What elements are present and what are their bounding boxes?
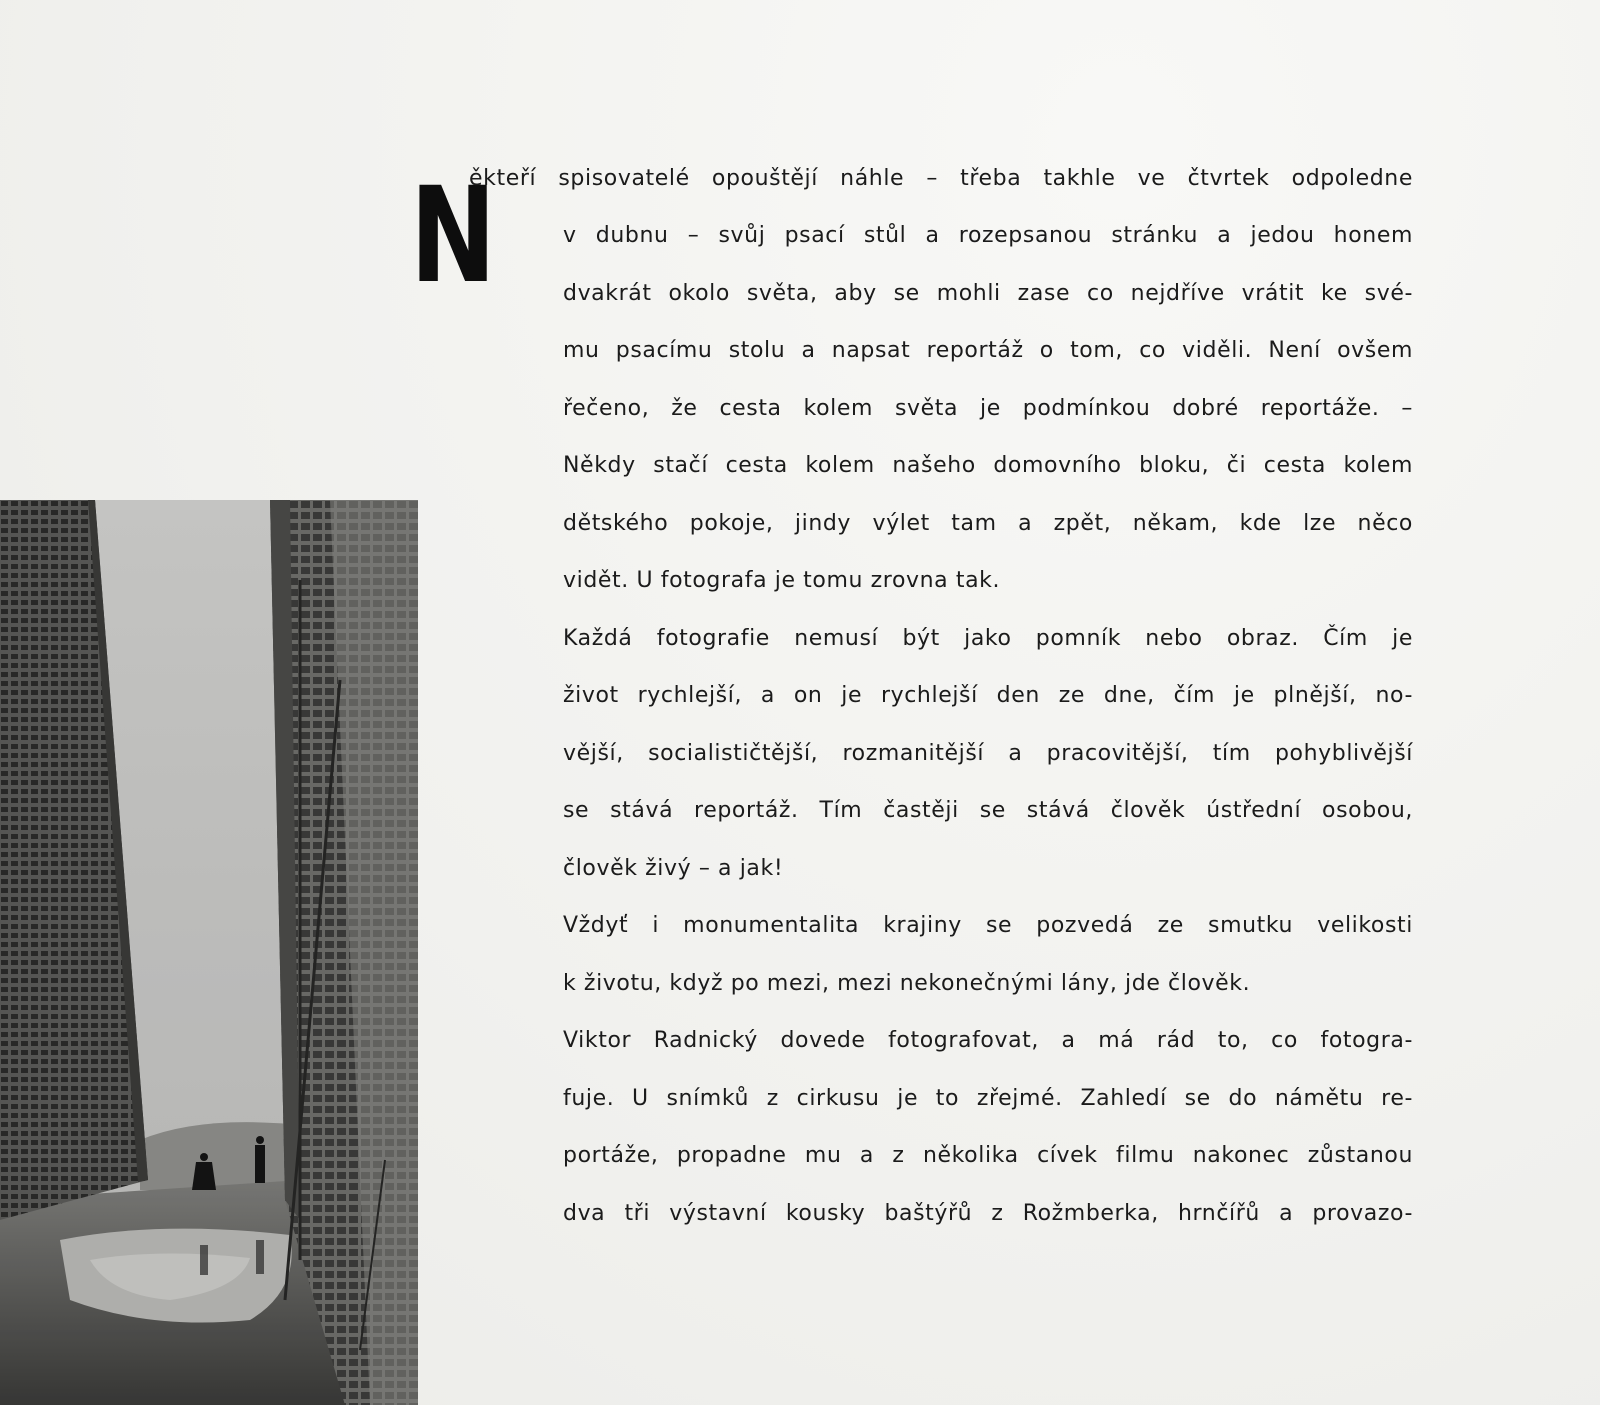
text-line: Někdy stačí cesta kolem našeho domovního bloku, či cesta kolem <box>563 453 1413 478</box>
drop-cap: N <box>410 159 494 313</box>
text-line: řečeno, že cesta kolem světa je podmínkou dobré reportáže. – <box>563 396 1413 421</box>
text-line: dva tři výstavní kousky baštýřů z Rožmberka, hrnčířů a provazo- <box>563 1201 1413 1226</box>
text-line: fuje. U snímků z cirkusu je to zřejmé. Zahledí se do námětu re- <box>563 1086 1413 1111</box>
text-line: dětského pokoje, jindy výlet tam a zpět, někam, kde lze něco <box>563 511 1413 536</box>
text-line: v dubnu – svůj psací stůl a rozepsanou stránku a jedou honem <box>563 223 1413 248</box>
text-line: vidět. U fotografa je tomu zrovna tak. <box>563 568 1001 593</box>
text-line: se stává reportáž. Tím častěji se stává člověk ústřední osobou, <box>563 798 1413 823</box>
text-line: ěkteří spisovatelé opouštějí náhle – třeba takhle ve čtvrtek odpoledne <box>469 166 1413 191</box>
text-line: Vždyť i monumentalita krajiny se pozvedá ze smutku velikosti <box>563 913 1413 938</box>
text-line: Každá fotografie nemusí být jako pomník nebo obraz. Čím je <box>563 626 1413 651</box>
building-photo <box>0 500 418 1405</box>
text-line: Viktor Radnický dovede fotografovat, a má rád to, co fotogra- <box>563 1028 1413 1053</box>
text-line: člověk živý – a jak! <box>563 856 784 881</box>
text-line: k životu, když po mezi, mezi nekonečnými lány, jde člověk. <box>563 971 1251 996</box>
text-line: vější, socialističtější, rozmanitější a pracovitější, tím pohyblivější <box>563 741 1413 766</box>
building-photo-image <box>0 500 418 1405</box>
text-line: mu psacímu stolu a napsat reportáž o tom, co viděli. Není ovšem <box>563 338 1413 363</box>
text-line: portáže, propadne mu a z několika cívek filmu nakonec zůstanou <box>563 1143 1413 1168</box>
text-line: život rychlejší, a on je rychlejší den ze dne, čím je plnější, no- <box>563 683 1413 708</box>
text-line: dvakrát okolo světa, aby se mohli zase co nejdříve vrátit ke své- <box>563 281 1413 306</box>
